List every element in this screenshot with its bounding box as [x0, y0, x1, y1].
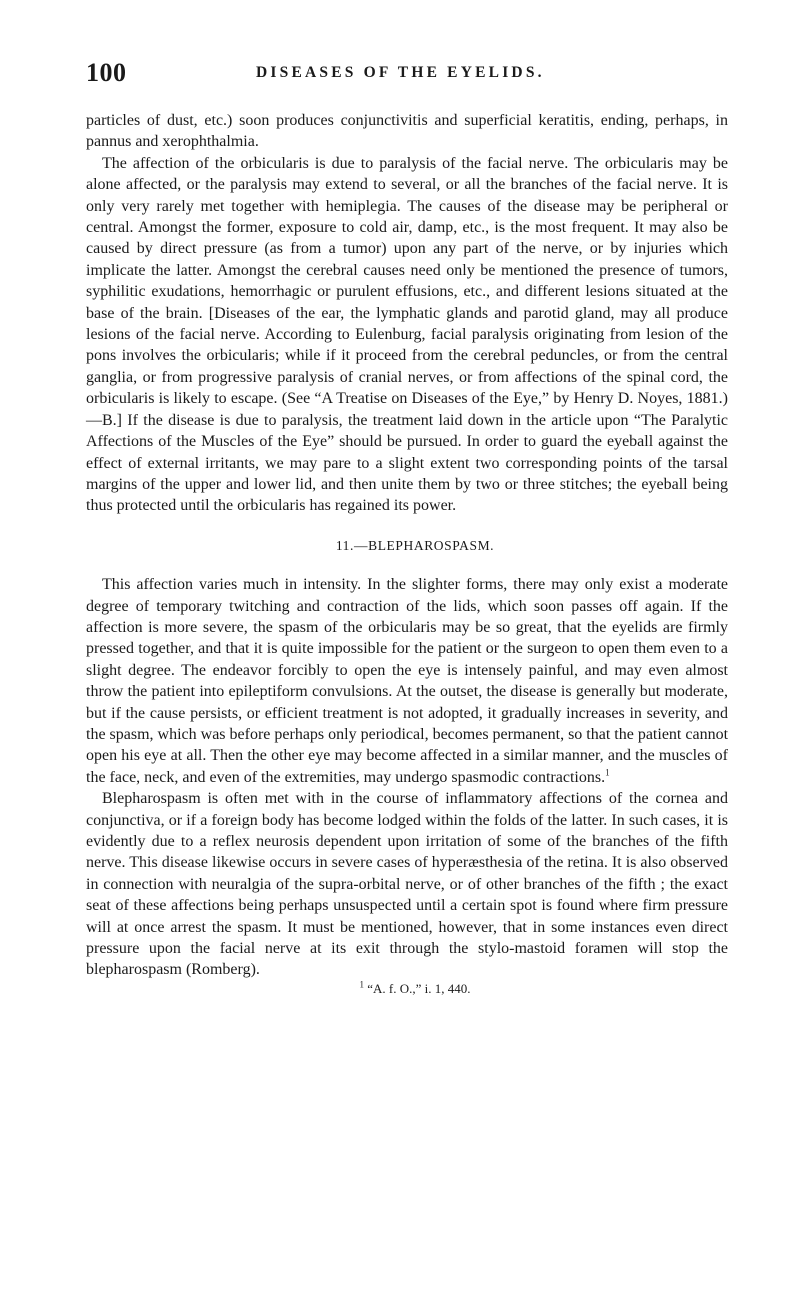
body-text	[86, 110, 728, 997]
paragraph-continuation: particles of dust, etc.) soon produces conjunctivitis and superficial keratitis, ending, perhaps, in pannus and xerophthalmia.	[86, 112, 728, 151]
section-heading: 11.—BLEPHAROSPASM.	[335, 537, 495, 553]
paragraph-text: This affection varies much in intensity. In the slighter forms, there may only exist a moderate degree of temporary twitching and contraction of the lids, which soon passes off again. If the affection is more severe, the spasm of the orbicularis may be so great, that the eyelids are firmly pressed together, and that it is quite impossible for the patient or the surgeon to open them even to a slight degree. The endeavor forcibly to open the eye is intensely painful, and may even almost throw the patient into epileptiform convulsions. At the outset, the disease is generally but moderate, but if the cause persists, or efficient treatment is not adopted, it gradually increases in severity, and the spasm, which was before perhaps only periodical, becomes permanent, so that the patient cannot open his eye at all. Then the other eye may become affected in a similar manner, and the muscles of the face, neck, and even of the extremities, may undergo spasmodic contractions.	[86, 576, 729, 786]
paragraph-facial-paralysis: The affection of the orbicularis is due to paralysis of the facial nerve. The orbicularis may be alone affected, or the paralysis may extend to several, or all the branches of the facial nerve. It is only very rarely met together with hemiplegia. The causes of the disease may be peripheral or central. Amongst the former, exposure to cold air, damp, etc., is the most frequent. It may also be caused by direct pressure (as from a tumor) upon any part of the nerve, or by injuries which implicate the latter. Amongst the cerebral causes need only be mentioned the presence of tumors, syphilitic exudations, hemorrhagic or purulent effusions, etc., and different lesions situated at the base of the brain. [Diseases of the ear, the lymphatic glands and parotid gland, may all produce lesions of the facial nerve. According to Eulenburg, facial paralysis originating from lesion of the pons involves the orbicularis; while if it proceed from the cerebral peduncles, or from the central ganglia, or from progressive paralysis of cranial nerves, or from affections of the spinal cord, the orbicularis is likely to escape. (See “A Treatise on Diseases of the Eye,” by Henry D. Noyes, 1881.)—B.] If the disease is due to paralysis, the treatment laid down in the article upon “The Paralytic Affections of the Muscles of the Eye” should be pursued. In order to guard the eyeball against the effect of external irritants, we may pare to a slight extent two corresponding points of the tarsal margins of the upper and lower lid, and then unite them by two or three stitches; the eyeball being thus protected until the orbicularis has regained its power.	[86, 154, 728, 515]
footnote-text: “A. f. O.,” i. 1, 440.	[367, 980, 471, 996]
footnote-reference: 1	[605, 767, 610, 778]
paragraph-blepharospasm-causes: Blepharospasm is often met with in the course of inflammatory affections of the cornea and conjunctiva, or if a foreign body has become lodged within the folds of the latter. In such cases, it is evidently due to a reflex neurosis dependent upon irritation of some of the branches of the fifth nerve. This disease likewise occurs in severe cases of hyperæsthesia of the retina. It is also observed in connection with neuralgia of the supra-orbital nerve, or of other branches of the fifth ; the exact seat of these affections being perhaps unsuspected until a certain spot is found where firm pressure will at once arrest the spasm. It must be mentioned, however, that in some instances even direct pressure upon the facial nerve at its exit through the stylo-mastoid foramen will stop the blepharospasm (Romberg).	[86, 790, 728, 979]
paragraph-blepharospasm-intro	[86, 574, 728, 788]
footnote-mark: 1	[359, 979, 364, 990]
footnote	[86, 981, 728, 997]
page-number: 100	[86, 58, 127, 87]
running-head	[86, 58, 726, 88]
running-title: DISEASES OF THE EYELIDS.	[256, 64, 545, 81]
